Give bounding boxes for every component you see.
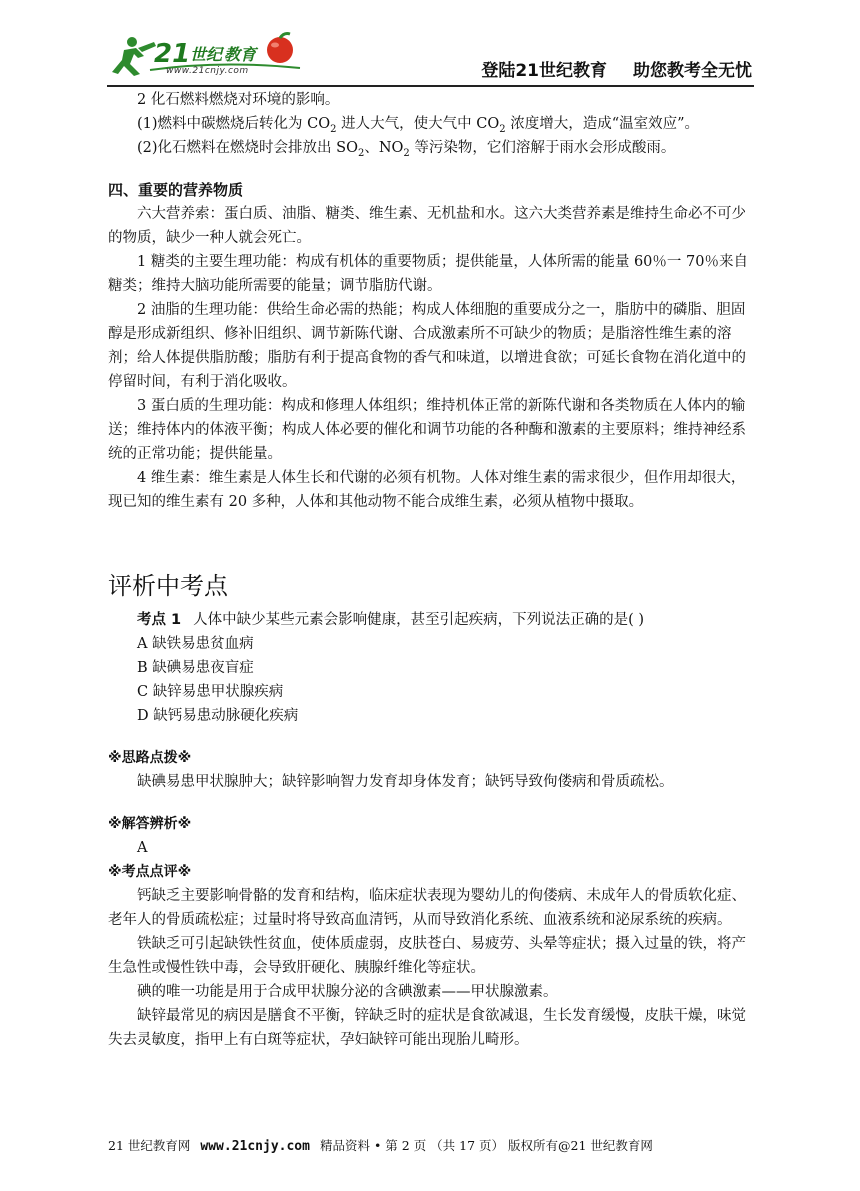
svg-text:21: 21 [154, 39, 191, 69]
exam-question-text: 人体中缺少某些元素会影响健康，甚至引起疾病，下列说法正确的是( ) [193, 612, 645, 628]
sec3-p2-title: 2 化石燃料燃烧对环境的影响。 [137, 92, 340, 108]
header-divider [107, 85, 754, 87]
answer-text: A [137, 840, 148, 856]
exam-title: 评析中考点 [108, 572, 228, 600]
option-b: B 缺碘易患夜盲症 [137, 660, 254, 676]
logo-url: www.21cnjy.com [166, 66, 249, 76]
sec4-p4: 4 维生素：维生素是人体生长和代谢的必须有机物。人体对维生素的需求很少，但作用却很大，现已知的维生素有 20 多种，人体和其他动物不能合成维生素，必须从植物中摄取。 [108, 470, 746, 510]
figure-body [112, 48, 144, 76]
page-content [108, 88, 754, 1052]
svg-text:世纪: 世纪 [190, 45, 223, 64]
option-d: D 缺钙易患动脉硬化疾病 [137, 708, 299, 724]
footer-url[interactable]: www.21cnjy.com [200, 1139, 310, 1154]
page-header [0, 0, 860, 92]
slogan-right: 助您教考全无忧 [633, 61, 752, 81]
site-logo [110, 30, 310, 84]
answer-title: ※解答辨析※ [108, 816, 192, 832]
footer-info: 精品资料 • 第 2 页 （共 17 页） 版权所有@21 世纪教育网 [319, 1138, 653, 1153]
figure-head [127, 37, 137, 47]
sec4-p2: 2 油脂的生理功能：供给生命必需的热能；构成人体细胞的重要成分之一，脂肪中的磷脂、胆固醇是形成新组织、修补旧组织、调节新陈代谢、合成激素所不可缺少的物质；是脂溶性维生素的溶剂；给人体提供脂肪酸；脂肪有利于提高食物的香气和味道，以增进食欲；可延长食物在消化道中的停留时间，有利于消化吸收。 [108, 302, 746, 390]
slogan-left: 登陆21世纪教育 [481, 61, 607, 81]
section-title-nutrients: 四、重要的营养物质 [108, 181, 244, 199]
review-zinc: 缺锌最常见的病因是膳食不平衡，锌缺乏时的症状是食欲减退，生长发育缓慢，皮肤干燥，味觉失去灵敏度，指甲上有白斑等症状，孕妇缺锌可能出现胎儿畸形。 [108, 1008, 746, 1048]
header-slogan [481, 56, 752, 81]
review-iodine: 碘的唯一功能是用于合成甲状腺分泌的含碘激素——甲状腺激素。 [137, 984, 558, 1000]
hint-text: 缺碘易患甲状腺肿大；缺锌影响智力发育却身体发育；缺钙导致佝偻病和骨质疏松。 [137, 774, 674, 790]
exam-label: 考点 1 [137, 612, 182, 628]
exam-question [108, 608, 754, 632]
sec4-p1: 1 糖类的主要生理功能：构成有机体的重要物质；提供能量，人体所需的能量 60％一 70％来自糖类；维持大脑功能所需要的能量；调节脂肪代谢。 [108, 254, 748, 294]
review-calcium: 钙缺乏主要影响骨骼的发育和结构，临床症状表现为婴幼儿的佝偻病、未成年人的骨质软化症、老年人的骨质疏松症；过量时将导致高血清钙，从而导致消化系统、血液系统和泌尿系统的疾病。 [108, 888, 746, 928]
hint-title: ※思路点拨※ [108, 750, 192, 766]
option-a: A 缺铁易患贫血病 [137, 636, 254, 652]
sec3-p2-1: (1)燃料中碳燃烧后转化为 $CO_2$ 进人大气，使大气中 $CO_2$ 浓度增大，造成“温室效应”。 [137, 116, 700, 135]
page-footer [108, 1136, 754, 1154]
review-iron: 铁缺乏可引起缺铁性贫血，使体质虚弱，皮肤苍白、易疲劳、头晕等症状；摄入过量的铁，将产生急性或慢性铁中毒，会导致肝硬化、胰腺纤维化等症状。 [108, 936, 746, 976]
footer-site: 21 世纪教育网 [108, 1138, 191, 1153]
sec4-p3: 3 蛋白质的生理功能：构成和修理人体组织；维持机体正常的新陈代谢和各类物质在人体内的输送；维持体内的体液平衡；构成人体必要的催化和调节功能的各种酶和激素的主要原料；维持神经系统的正常功能；提供能量。 [108, 398, 746, 462]
svg-text:教育: 教育 [224, 45, 257, 64]
apple-icon [267, 37, 293, 63]
option-c: C 缺锌易患甲状腺疾病 [137, 684, 284, 700]
sec4-intro: 六大营养索：蛋白质、油脂、糖类、维生素、无机盐和水。这六大类营养素是维持生命必不可少的物质，缺少一种人就会死亡。 [108, 206, 746, 246]
review-title: ※考点点评※ [108, 864, 192, 880]
sec3-p2-2: (2)化石燃料在燃烧时会排放出 $SO_2$、$NO_2$ 等污染物，它们溶解于雨水会形成酸雨。 [137, 140, 676, 159]
